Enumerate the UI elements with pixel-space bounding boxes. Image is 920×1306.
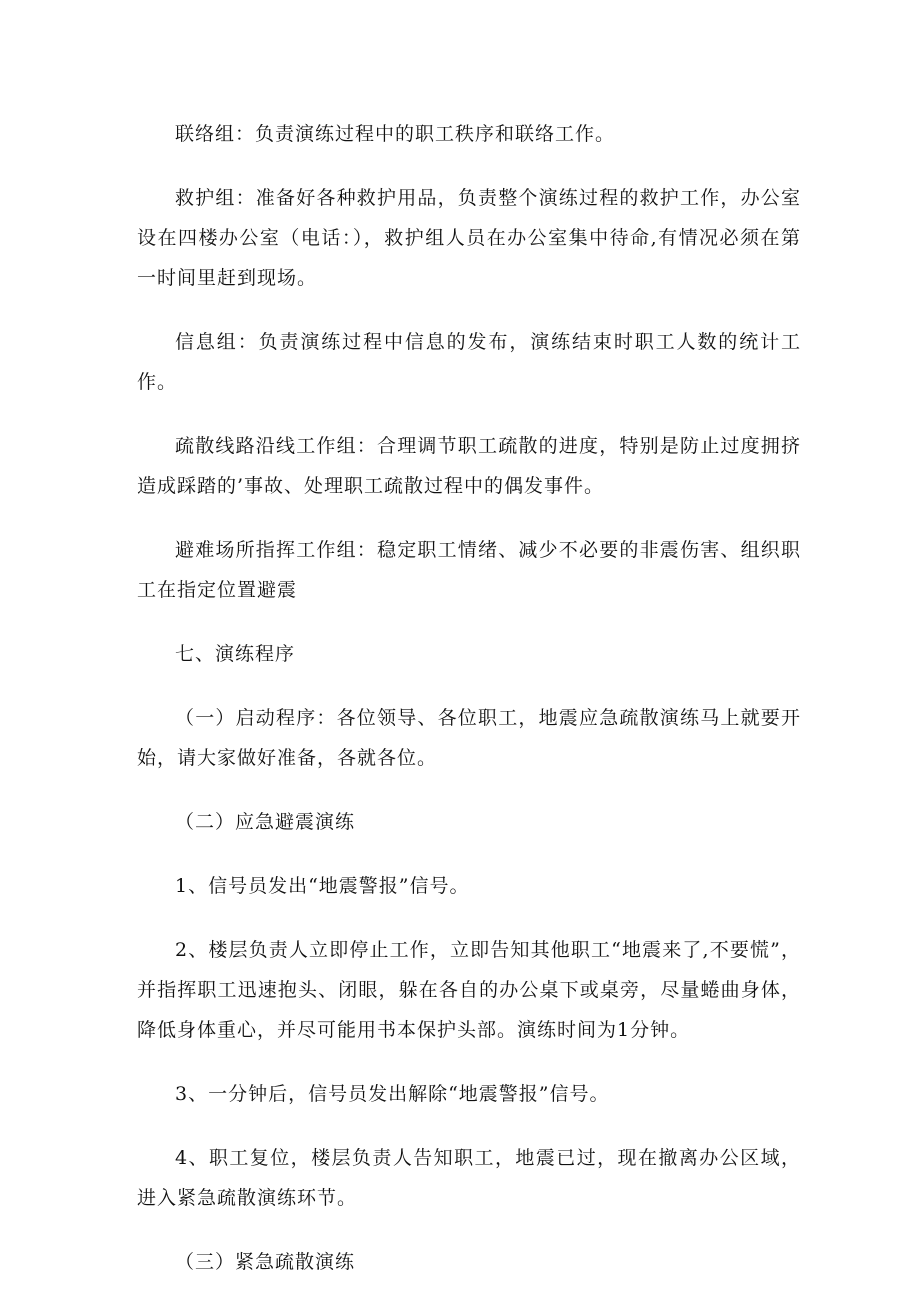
subheading-emergency-shelter-drill: （二）应急避震演练 xyxy=(175,811,356,833)
document-page xyxy=(137,114,801,1306)
list-item-step-1: 1、信号员发出“地震警报”信号。 xyxy=(175,875,470,897)
paragraph-evacuation-route-group: 疏散线路沿线工作组：合理调节职工疏散的进度，特别是防止过度拥挤造成踩踏的’事故、处理职工疏散过程中的偶发事件。 xyxy=(137,435,801,497)
list-item-step-3: 3、一分钟后，信号员发出解除“地震警报”信号。 xyxy=(175,1083,610,1105)
paragraph-liaison-group: 联络组：负责演练过程中的职工秩序和联络工作。 xyxy=(175,123,616,145)
subheading-emergency-evacuation-drill: （三）紧急疏散演练 xyxy=(175,1251,356,1273)
list-item-step-4: 4、职工复位，楼层负责人告知职工，地震已过，现在撤离办公区域，进入紧急疏散演练环节。 xyxy=(137,1147,801,1209)
paragraph-rescue-group: 救护组：准备好各种救护用品，负责整个演练过程的救护工作，办公室设在四楼办公室（电话：），救护组人员在办公室集中待命,有情况必须在第一时间里赶到现场。 xyxy=(137,187,801,289)
section-heading-drill-procedure: 七、演练程序 xyxy=(175,643,296,665)
paragraph-information-group: 信息组：负责演练过程中信息的发布，演练结束时职工人数的统计工作。 xyxy=(137,331,801,393)
paragraph-shelter-command-group: 避难场所指挥工作组：稳定职工情绪、减少不必要的非震伤害、组织职工在指定位置避震 xyxy=(137,539,801,601)
list-item-step-2: 2、楼层负责人立即停止工作，立即告知其他职工“地震来了,不要慌”，并指挥职工迅速抱头、闭眼，躲在各自的办公桌下或桌旁，尽量蜷曲身体，降低身体重心，并尽可能用书本保护头部。演练时间为1分钟。 xyxy=(137,939,801,1041)
paragraph-startup-procedure: （一）启动程序：各位领导、各位职工，地震应急疏散演练马上就要开始，请大家做好准备，各就各位。 xyxy=(137,707,801,769)
